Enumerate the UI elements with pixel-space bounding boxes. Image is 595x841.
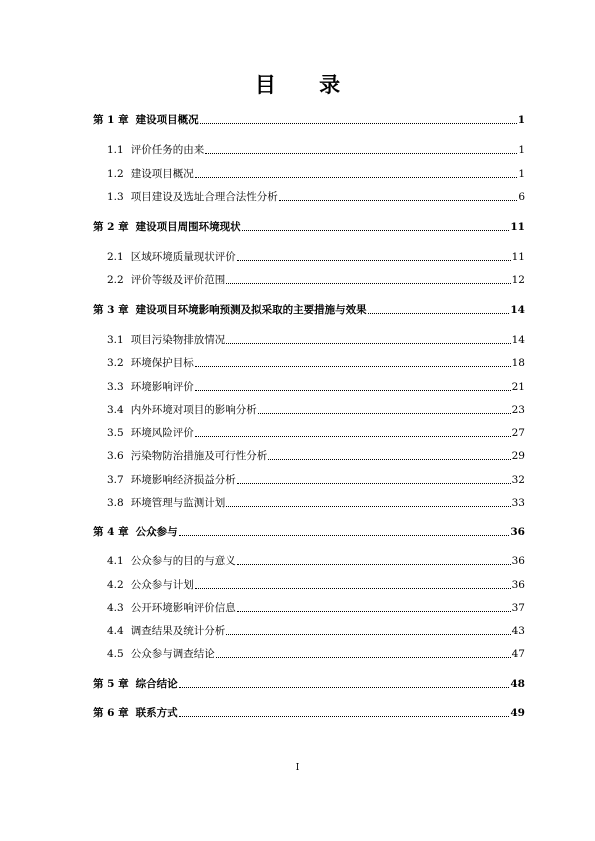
toc-section-3-3[interactable] xyxy=(107,380,525,394)
toc-dot-leader xyxy=(195,588,511,589)
toc-entry-title: 公众参与调查结论 xyxy=(130,648,215,660)
toc-dot-leader xyxy=(279,200,518,201)
toc-entry-page: 29 xyxy=(511,450,525,462)
toc-section-2-1[interactable] xyxy=(107,250,525,264)
toc-entry-page: 33 xyxy=(511,497,525,509)
toc-entry-page: 48 xyxy=(510,678,525,690)
toc-chapter-1[interactable] xyxy=(93,113,525,127)
toc-dot-leader xyxy=(258,413,511,414)
toc-section-3-5[interactable] xyxy=(107,426,525,440)
toc-entry-number: 1.3 xyxy=(107,191,124,203)
toc-dot-leader xyxy=(237,611,511,612)
toc-entry-number: 第 3 章 xyxy=(93,304,129,316)
toc-entry-number: 3.5 xyxy=(107,427,124,439)
toc-entry-number: 1.1 xyxy=(107,144,124,156)
toc-entry-number: 2.2 xyxy=(107,274,124,286)
toc-dot-leader xyxy=(226,343,510,344)
toc-chapter-3[interactable] xyxy=(93,303,525,317)
toc-section-3-2[interactable] xyxy=(107,356,525,370)
toc-entry-number: 4.4 xyxy=(107,625,124,637)
toc-section-4-1[interactable] xyxy=(107,554,525,568)
toc-entry-number: 4.1 xyxy=(107,555,124,567)
toc-dot-leader xyxy=(226,634,510,635)
toc-entry-title: 区域环境质量现状评价 xyxy=(130,251,236,263)
toc-entry-number: 3.4 xyxy=(107,404,124,416)
toc-entry-title: 综合结论 xyxy=(135,678,178,690)
toc-section-2-2[interactable] xyxy=(107,273,525,287)
toc-dot-leader xyxy=(226,283,510,284)
toc-entry-number: 3.8 xyxy=(107,497,124,509)
toc-entry-title: 公众参与 xyxy=(135,526,178,538)
toc-entry-title: 环境影响经济损益分析 xyxy=(130,474,236,486)
toc-entry-title: 建设项目概况 xyxy=(130,168,194,180)
toc-entry-number: 3.3 xyxy=(107,381,124,393)
toc-entry-page: 36 xyxy=(510,526,525,538)
toc-chapter-4[interactable] xyxy=(93,525,525,539)
toc-dot-leader xyxy=(237,564,511,565)
toc-entry-title: 建设项目周围环境现状 xyxy=(135,221,241,233)
toc-dot-leader xyxy=(195,366,511,367)
toc-entry-page: 23 xyxy=(511,404,525,416)
toc-entry-page: 6 xyxy=(518,191,525,203)
toc-entry-page: 36 xyxy=(511,579,525,591)
toc-entry-number: 2.1 xyxy=(107,251,124,263)
toc-entry-title: 联系方式 xyxy=(135,707,178,719)
toc-entry-page: 1 xyxy=(518,168,525,180)
toc-entry-page: 37 xyxy=(511,602,525,614)
toc-entry-page: 1 xyxy=(518,144,525,156)
toc-dot-leader xyxy=(226,506,510,507)
toc-section-4-2[interactable] xyxy=(107,578,525,592)
toc-entry-number: 1.2 xyxy=(107,168,124,180)
toc-entry-title: 内外环境对项目的影响分析 xyxy=(130,404,257,416)
toc-dot-leader xyxy=(205,153,517,154)
toc-section-4-3[interactable] xyxy=(107,601,525,615)
toc-entry-title: 项目污染物排放情况 xyxy=(130,334,226,346)
page-title: 目 录 xyxy=(254,72,359,97)
toc-section-3-4[interactable] xyxy=(107,403,525,417)
toc-entry-title: 公开环境影响评价信息 xyxy=(130,602,236,614)
toc-entry-number: 第 6 章 xyxy=(93,707,129,719)
toc-entry-page: 43 xyxy=(511,625,525,637)
toc-entry-title: 环境影响评价 xyxy=(130,381,194,393)
toc-entry-page: 14 xyxy=(510,304,525,316)
toc-entry-page: 36 xyxy=(511,555,525,567)
toc-chapter-5[interactable] xyxy=(93,677,525,691)
toc-chapter-6[interactable] xyxy=(93,706,525,720)
toc-section-3-7[interactable] xyxy=(107,473,525,487)
toc-entry-title: 调查结果及统计分析 xyxy=(130,625,226,637)
toc-section-4-4[interactable] xyxy=(107,624,525,638)
toc-dot-leader xyxy=(216,657,511,658)
toc-entry-title: 环境管理与监测计划 xyxy=(130,497,226,509)
toc-entry-page: 49 xyxy=(510,707,525,719)
toc-dot-leader xyxy=(179,716,510,717)
footer-page-number: I xyxy=(295,763,300,773)
toc-entry-page: 47 xyxy=(511,648,525,660)
toc-entry-title: 项目建设及选址合理合法性分析 xyxy=(130,191,278,203)
toc-entry-title: 评价任务的由来 xyxy=(130,144,205,156)
toc-entry-number: 3.7 xyxy=(107,474,124,486)
toc-entry-page: 14 xyxy=(511,334,525,346)
toc-section-3-1[interactable] xyxy=(107,333,525,347)
toc-dot-leader xyxy=(268,459,510,460)
toc-dot-leader xyxy=(195,390,511,391)
toc-entry-title: 建设项目环境影响预测及拟采取的主要措施与效果 xyxy=(135,304,367,316)
toc-chapter-2[interactable] xyxy=(93,220,525,234)
toc-entry-title: 污染物防治措施及可行性分析 xyxy=(130,450,268,462)
toc-entry-page: 1 xyxy=(517,114,525,126)
toc-dot-leader xyxy=(200,123,517,124)
toc-entry-number: 第 2 章 xyxy=(93,221,129,233)
toc-entry-number: 4.5 xyxy=(107,648,124,660)
toc-dot-leader xyxy=(179,535,510,536)
toc-entry-title: 环境保护目标 xyxy=(130,357,194,369)
toc-dot-leader xyxy=(368,313,510,314)
toc-dot-leader xyxy=(195,177,518,178)
toc-entry-number: 4.2 xyxy=(107,579,124,591)
toc-entry-page: 11 xyxy=(510,221,525,233)
toc-entry-number: 第 1 章 xyxy=(93,114,129,126)
toc-section-4-5[interactable] xyxy=(107,647,525,661)
toc-entry-number: 第 5 章 xyxy=(93,678,129,690)
toc-entry-page: 12 xyxy=(511,274,525,286)
toc-entry-page: 27 xyxy=(511,427,525,439)
toc-section-1-3[interactable] xyxy=(107,190,525,204)
toc-entry-page: 32 xyxy=(511,474,525,486)
toc-dot-leader xyxy=(237,483,511,484)
toc-entry-number: 4.3 xyxy=(107,602,124,614)
toc-entry-page: 18 xyxy=(511,357,525,369)
toc-section-3-6[interactable] xyxy=(107,449,525,463)
toc-entry-title: 评价等级及评价范围 xyxy=(130,274,226,286)
toc-entry-number: 3.1 xyxy=(107,334,124,346)
toc-section-1-1[interactable] xyxy=(107,143,525,157)
toc-section-3-8[interactable] xyxy=(107,496,525,510)
toc-entry-title: 公众参与计划 xyxy=(130,579,194,591)
toc-dot-leader xyxy=(242,230,510,231)
toc-entry-title: 环境风险评价 xyxy=(130,427,194,439)
toc-entry-page: 21 xyxy=(511,381,525,393)
toc-entry-page: 11 xyxy=(511,251,525,263)
toc-entry-title: 建设项目概况 xyxy=(135,114,199,126)
toc-dot-leader xyxy=(237,260,511,261)
toc-entry-title: 公众参与的目的与意义 xyxy=(130,555,236,567)
toc-section-1-2[interactable] xyxy=(107,167,525,181)
toc-entry-number: 第 4 章 xyxy=(93,526,129,538)
toc-dot-leader xyxy=(179,687,510,688)
toc-dot-leader xyxy=(195,436,511,437)
toc-entry-number: 3.6 xyxy=(107,450,124,462)
toc-entry-number: 3.2 xyxy=(107,357,124,369)
